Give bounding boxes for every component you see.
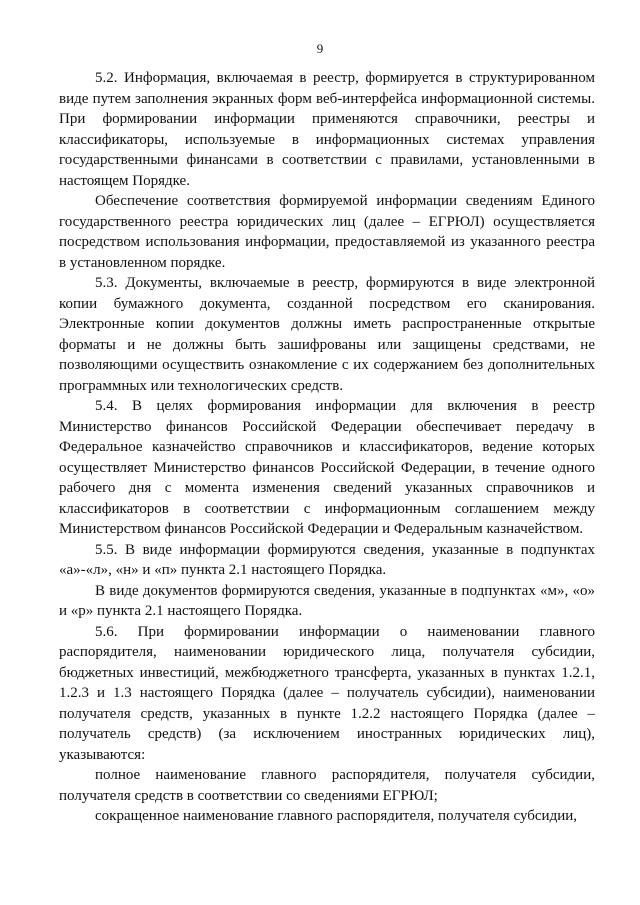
document-body <box>59 68 595 827</box>
paragraph-5-3: 5.3. Документы, включаемые в реестр, формируются в виде электронной копии бумажного документа, созданной посредством его сканирования. Электронные копии документов должны иметь распространенные открытые форматы и не должны быть зашифрованы или защищены средствами, не позволяющими осуществить ознакомление с их содержанием без дополнительных программных или технологических средств. <box>59 275 595 394</box>
paragraph-5-5: 5.5. В виде информации формируются сведения, указанные в подпунктах «а»-«л», «н» и «п» пункта 2.1 настоящего Порядка. <box>59 541 595 578</box>
paragraph-egrul-compliance: Обеспечение соответствия формируемой информации сведениям Единого государственного реестра юридических лиц (далее – ЕГРЮЛ) осуществляется посредством использования информации, предоставляемой из указанного реестра в установленном порядке. <box>59 193 595 271</box>
paragraph-full-name: полное наименование главного распорядителя, получателя субсидии, получателя средств в соответствии со сведениями ЕГРЮЛ; <box>59 767 595 804</box>
paragraph-5-4: 5.4. В целях формирования информации для включения в реестр Министерство финансов Российской Федерации обеспечивает передачу в Федеральное казначейство справочников и классификаторов, ведение которых осуществляет Министерство финансов Российской Федерации, в течение одного рабочего дня с момента изменения сведений указанных справочников и классификаторов в соответствии с информационным соглашением между Министерством финансов Российской Федерации и Федеральным казначейством. <box>59 398 595 537</box>
paragraph-documents-subpoints: В виде документов формируются сведения, указанные в подпунктах «м», «о» и «р» пункта 2.1 настоящего Порядка. <box>59 582 595 619</box>
paragraph-5-6: 5.6. При формировании информации о наименовании главного распорядителя, наименовании юридического лица, получателя субсидии, бюджетных инвестиций, межбюджетного трансферта, указанных в пунктах 1.2.1, 1.2.3 и 1.3 настоящего Порядка (далее – получатель субсидии), наименовании получателя средств, указанных в пункте 1.2.2 настоящего Порядка (далее – получатель средств) (за исключением иностранных юридических лиц), указываются: <box>59 623 595 763</box>
paragraph-short-name: сокращенное наименование главного распорядителя, получателя субсидии, <box>95 808 578 824</box>
page-number: 9 <box>316 41 324 56</box>
paragraph-5-2: 5.2. Информация, включаемая в реестр, формируется в структурированном виде путем заполнения экранных форм веб-интерфейса информационной системы. При формировании информации применяются справочники, реестры и классификаторы, используемые в информационных системах управления государственными финансами в соответствии с правилами, установленными в настоящем Порядке. <box>59 70 595 189</box>
